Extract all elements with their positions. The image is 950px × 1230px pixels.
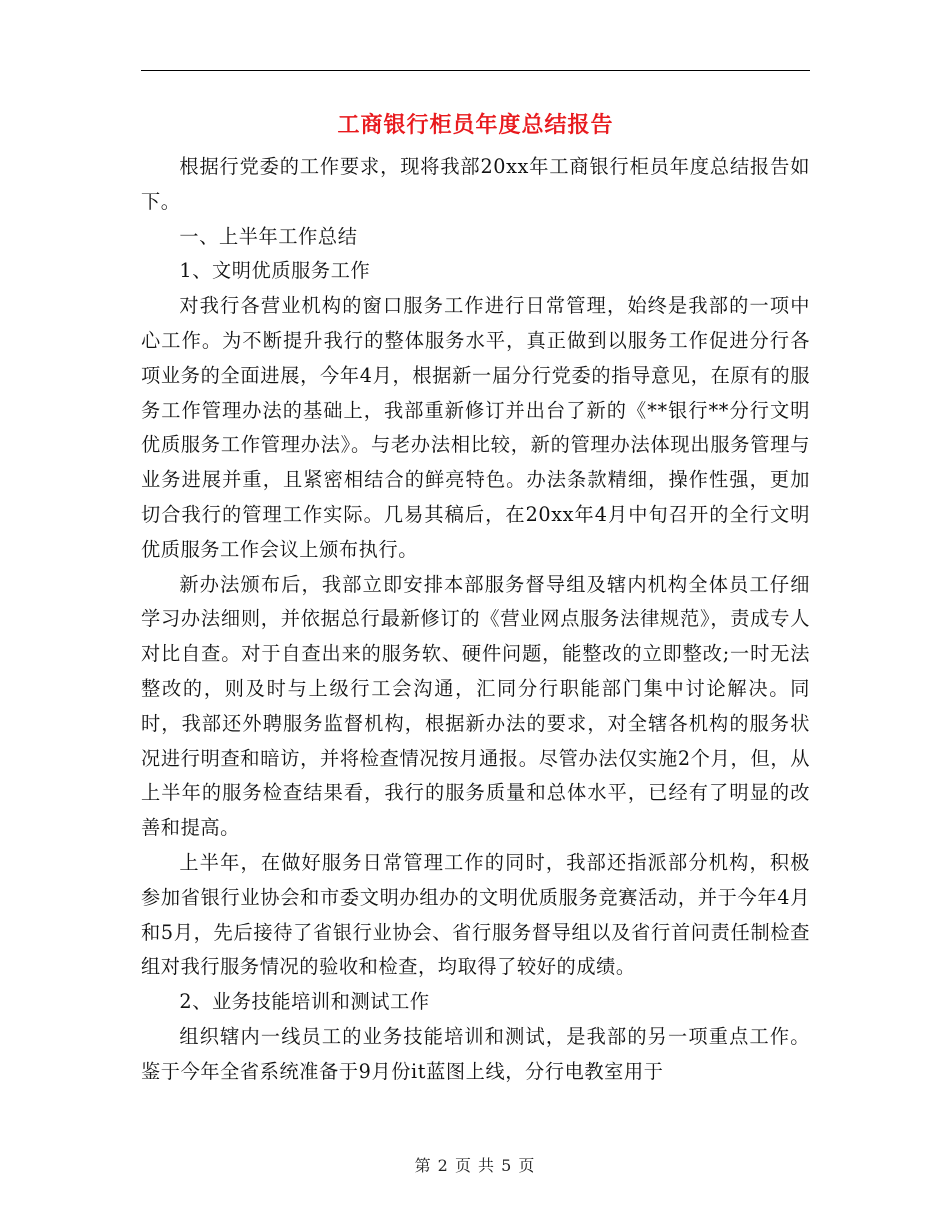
body-paragraph: 新办法颁布后，我部立即安排本部服务督导组及辖内机构全体员工仔细学习办法细则，并依据总行最新修订的《营业网点服务法律规范》，责成专人对比自查。对于自查出来的服务软、硬件问题，能整改的立即整改;一时无法整改的，则及时与上级行工会沟通，汇同分行职能部门集中讨论解决。同时，我部还外聘服务监督机构，根据新办法的要求，对全辖各机构的服务状况进行明查和暗访，并将检查情况按月通报。尽管办法仅实施2个月，但，从上半年的服务检查结果看，我行的服务质量和总体水平，已经有了明显的改善和提高。 bbox=[141, 572, 810, 840]
intro-paragraph: 根据行党委的工作要求，现将我部20xx年工商银行柜员年度总结报告如下。 bbox=[141, 155, 810, 213]
document-body bbox=[141, 150, 810, 1090]
subsection-heading-1: 1、文明优质服务工作 bbox=[179, 259, 371, 283]
body-paragraph: 对我行各营业机构的窗口服务工作进行日常管理，始终是我部的一项中心工作。为不断提升我行的整体服务水平，真正做到以服务工作促进分行各项业务的全面进展，今年4月，根据新一届分行党委的指导意见，在原有的服务工作管理办法的基础上，我部重新修订并出台了新的《**银行**分行文明优质服务工作管理办法》。与老办法相比较，新的管理办法体现出服务管理与业务进展并重，且紧密相结合的鲜亮特色。办法条款精细，操作性强，更加切合我行的管理工作实际。几易其稿后，在20xx年4月中旬召开的全行文明优质服务工作会议上颁布执行。 bbox=[141, 294, 810, 561]
body-paragraph: 组织辖内一线员工的业务技能培训和测试，是我部的另一项重点工作。鉴于今年全省系统准备于9月份it蓝图上线，分行电教室用于 bbox=[141, 1024, 810, 1083]
header-rule bbox=[141, 70, 810, 71]
subsection-heading-2: 2、业务技能培训和测试工作 bbox=[179, 990, 430, 1014]
page-number-footer: 第 2 页 共 5 页 bbox=[414, 1156, 536, 1175]
document-title: 工商银行柜员年度总结报告 bbox=[337, 113, 614, 138]
section-heading-1: 一、上半年工作总结 bbox=[179, 224, 358, 248]
body-paragraph: 上半年，在做好服务日常管理工作的同时，我部还指派部分机构，积极参加省银行业协会和市委文明办组办的文明优质服务竞赛活动，并于今年4月和5月，先后接待了省银行业协会、省行服务督导组以及省行首问责任制检查组对我行服务情况的验收和检查，均取得了较好的成绩。 bbox=[141, 850, 810, 979]
